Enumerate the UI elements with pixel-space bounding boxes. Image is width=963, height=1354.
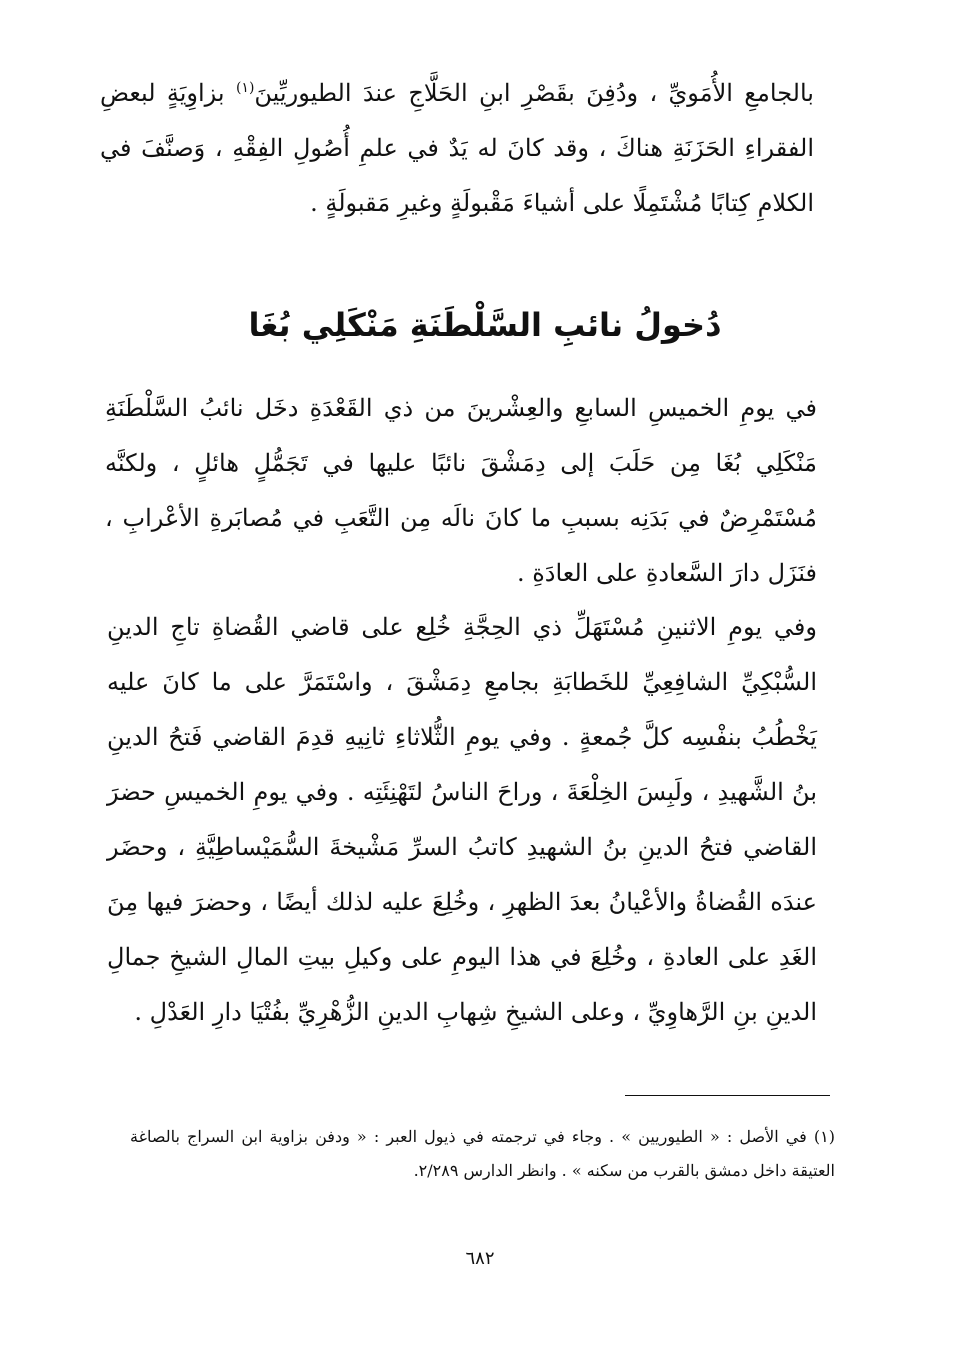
paragraph-1-text-end: بزاوِيَةٍ لبعضِ الفقراءِ الحَزَنَةِ هناكَ ، وقد كانَ له يَدٌ في علمِ أُصُولِ الفِقْهِ ، وَصنَّفَ في الكلامِ كِتابًا مُشْتَمِلًا على أشياءَ مَقْبولَةٍ وغيرِ مَقبولَةٍ . — [100, 79, 814, 217]
paragraph-3: وفي يومِ الاثنينِ مُسْتَهَلِّ ذي الحِجَّةِ خُلِع على قاضي القُضاةِ تاجِ الدينِ السُّبْكِيِّ الشافِعِيِّ للخَطابَةِ بجامعِ دِمَشْقَ ، واسْتَمَرَّ على ما كانَ عليه يَخْطُبُ بنفْسِه كلَّ جُمعةٍ . وفي يومِ الثُّلاثاءِ ثانِيهِ قدِمَ القاضي فَتحُ الدينِ بنُ الشَّهيدِ ، ولَبِسَ الخِلْعَةَ ، وراحَ الناسُ لتَهْنِئَتِه . وفي يومِ الخميسِ حضرَ القاضي فتحُ الدينِ بنُ الشهيدِ كاتبُ السرِّ مَشْيخةَ السُّمَيْساطِيَّةِ ، وحضَر عندَه القُضاةُ والأعْيانُ بعدَ الظهرِ ، وخُلِعَ عليه لذلك أيضًا ، وحضرَ فيها مِنَ الغَدِ على العادةِ ، وخُلِعَ في هذا اليومِ على وكيلِ بيتِ المالِ الشيخِ جمالِ الدينِ بنِ الرَّهاوِيِّ ، وعلى الشيخِ شِهابِ الدينِ الزُّهْرِيِّ بفُتْيَا دارِ العَدْلِ . — [107, 613, 817, 1026]
paragraph-1 — [100, 66, 814, 231]
footnote: (١) في الأصل : « الطيوريين » . وجاء في ترجمته في ذيول العبر : « ودفن بزاوية ابن السراج بالصاغة العتيقة داخل دمشق بالقرب من سكنه » . وانظر الدارس ٢/٢٨٩. — [130, 1127, 835, 1180]
section-heading: دُخولُ نائبِ السَّلْطَنَةِ مَنْكَلِي بُغَا — [248, 306, 722, 344]
paragraph-2: في يومِ الخميسِ السابعِ والعِشْرينَ من ذي القَعْدَةِ دخَل نائبُ السَّلْطَنَةِ مَنْكَلِي بُغَا مِن حَلَبَ إلى دِمَشْقَ نائبًا عليها في تَجَمُّلٍ هائلٍ ، ولكنَّه مُسْتَمْرِضٌ في بَدَنِه بسببِ ما كانَ نالَه مِن التَّعَبِ في مُصابَرةِ الأعْرابِ ، فنَزَل دارَ السَّعادةِ على العادَةِ . — [105, 394, 817, 587]
paragraph-1-text-start: بالجامعِ الأُمَويِّ ، ودُفِنَ بقَصْرِ ابنِ الحَلَّاجِ عندَ الطيوريِّينَ — [254, 79, 814, 107]
footnote-reference: (١) — [235, 80, 255, 96]
footnote-divider — [625, 1095, 830, 1096]
page-number: ٦٨٢ — [465, 1248, 495, 1269]
